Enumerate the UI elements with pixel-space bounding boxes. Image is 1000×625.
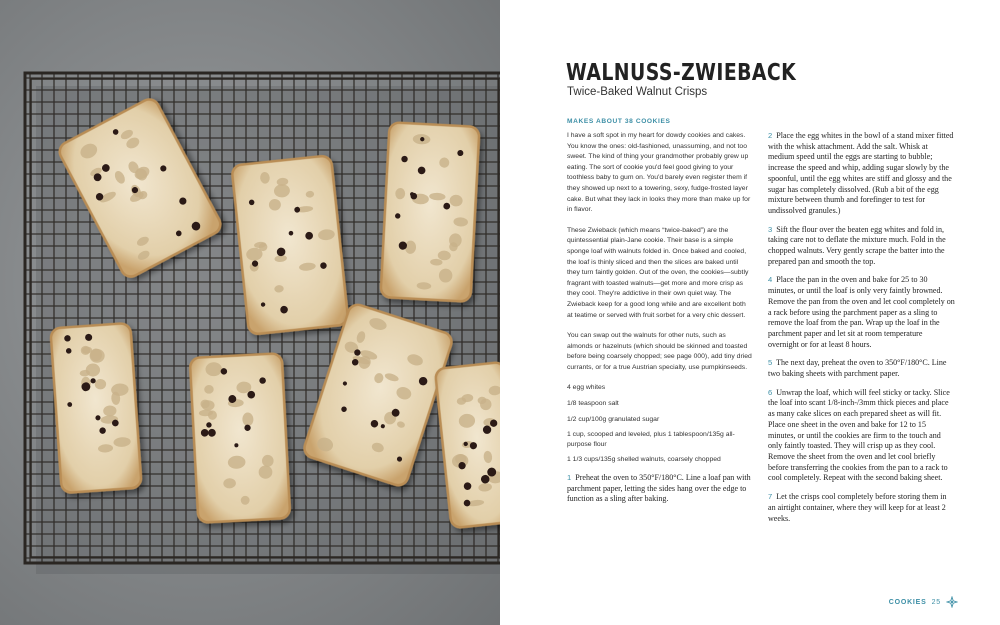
recipe-subtitle: Twice-Baked Walnut Crisps	[567, 86, 708, 98]
intro-paragraph: I have a soft spot in my heart for dowdy cookies and cakes. You know the ones: old-fashioned, unassuming, and not too sweet. The kind of thing your grandmother probably grew up eating. The sort of cookie you'd feel good giving to your toothless baby to gum on. You'd barely even register them if they showed up next to a towering, sexy, fudge-frosted layer cake. But what they lack in looks they more than make up for in flavor.	[567, 132, 751, 214]
intro-paragraph: You can swap out the walnuts for other nuts, such as almonds or hazelnuts (which should be skinned and toasted before being coarsely chopped; see page 000), add tiny dried currants, or for a true Austrian specialty, use pumpkinseeds.	[567, 332, 752, 371]
step-number: 3	[768, 224, 773, 234]
ingredient-item: 1/8 teaspoon salt	[567, 400, 619, 408]
recipe-right-column	[768, 131, 955, 532]
step-text: Preheat the oven to 350°F/180°C. Line a loaf pan with parchment paper, letting the sides hang over the edge to function as a sling after baking.	[567, 473, 751, 504]
step-text: Unwrap the loaf, which will feel sticky or tacky. Slice the loaf into scant 1/8-inch-/3mm thick pieces and place as many cake slices on each prepared sheet as will fit. Place one sheet in the oven and bake for 12 to 15 minutes, or until the cookies are firm to the touch and only faintly toasted. They will crisp up as they cool. Remove the sheet from the oven and let cool briefly before transferring the cookies from the pan to a rack to cool completely. Repeat with the second baking sheet.	[768, 387, 950, 483]
step-number: 6	[768, 387, 773, 397]
cookie-slice	[231, 155, 348, 335]
ingredient-item: 1 cup, scooped and leveled, plus 1 tablespoon/135g all-purpose flour	[567, 431, 735, 448]
recipe-page	[500, 0, 1000, 625]
step-number: 4	[768, 275, 773, 285]
recipe-yield: MAKES ABOUT 38 COOKIES	[567, 118, 671, 125]
method-step	[768, 225, 955, 268]
method-step	[768, 358, 955, 379]
step-text: Place the pan in the oven and bake for 25 to 30 minutes, or until the loaf is only very faintly browned. Remove the pan from the oven and let cool completely on a rack before using the parchment paper as a sling to remove the loaf from the pan. Wrap up the loaf in the parchment paper and let sit at room temperature overnight or for at least 8 hours.	[768, 275, 955, 349]
method-step	[768, 275, 955, 350]
ingredient-list	[567, 383, 752, 465]
cookie-slice	[190, 353, 291, 523]
step-number: 2	[768, 131, 773, 140]
step-text: Let the crisps cool completely before storing them in an airtight container, where they will keep for at least 2 weeks.	[768, 492, 947, 523]
ingredient-item: 1/2 cup/100g granulated sugar	[567, 415, 660, 423]
cookie-slice	[380, 122, 479, 301]
folio-section: COOKIES	[888, 598, 927, 606]
method-step	[768, 492, 955, 524]
intro-paragraph: These Zwieback (which means “twice-baked”) are the quintessential plain-Jane cookie. Their base is a simple sponge loaf with walnuts folded in. Once baked and cooled, the loaf is thinly sliced and then the slices are baked until they turn faintly golden. Out of the oven, the cookies—subtly fragrant with toasted walnuts—get more and more crisp as they cool. They're addictive in their own quiet way. The Zwieback keep for a good long while and are excellent both at teatime or served with fruit sorbet for a very chic dessert.	[567, 226, 749, 319]
step-number: 1	[567, 473, 572, 483]
cookie-slice	[50, 323, 141, 493]
method-step	[768, 388, 955, 484]
method-step	[768, 131, 955, 217]
method-step	[567, 473, 752, 505]
page-folio	[889, 596, 958, 608]
step-text: Sift the flour over the beaten egg whites and fold in, taking care not to deflate the mixture much. Fold in the chopped walnuts. Very gently scrape the batter into the prepared pan and smooth the top.	[768, 224, 946, 266]
step-number: 7	[768, 492, 773, 502]
step-text: The next day, preheat the oven to 350°F/180°C. Line two baking sheets with parchment paper.	[768, 358, 947, 379]
step-number: 5	[768, 358, 773, 368]
step-text: Place the egg whites in the bowl of a stand mixer fitted with the whisk attachment. Add the salt. Whisk at medium speed until the eggs are starting to bubble; increase the speed and whip, adding sugar slowly by the spoonful, until the egg whites are stiff and glossy and the sugar has completely dissolved. (Rub a bit of the egg mixture between thumb and forefinger to test for undissolved granules.)	[768, 131, 954, 215]
flourish-icon	[946, 596, 958, 608]
folio-page-number: 25	[931, 598, 941, 606]
recipe-left-column	[567, 131, 752, 513]
ingredient-item: 1 1/3 cups/135g shelled walnuts, coarsely chopped	[567, 456, 721, 464]
ingredient-item: 4 egg whites	[567, 384, 606, 392]
recipe-title: WALNUSS-ZWIEBACK	[566, 60, 797, 86]
